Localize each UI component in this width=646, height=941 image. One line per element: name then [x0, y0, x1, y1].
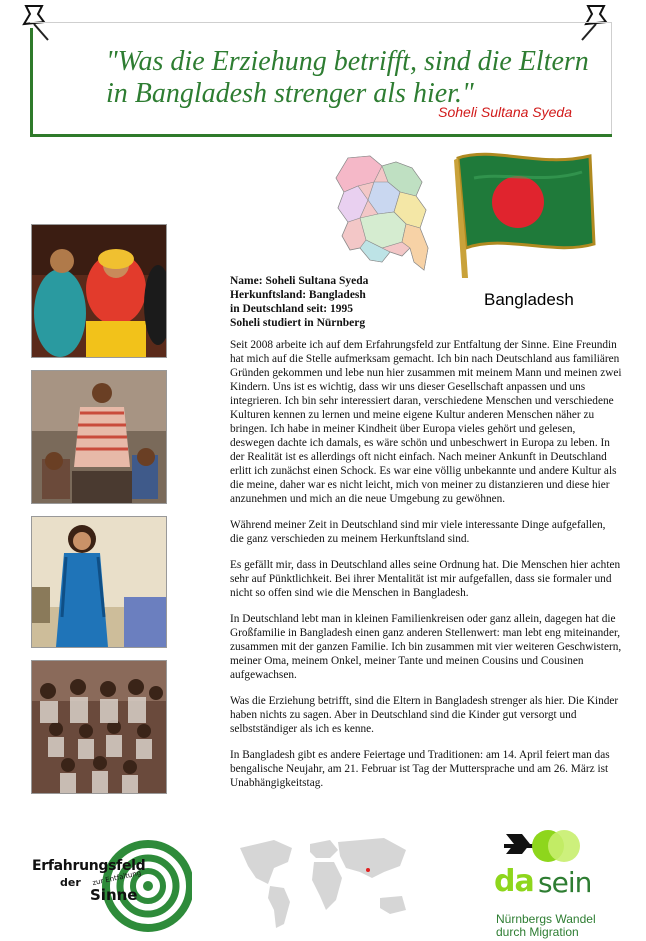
profile-origin: Herkunftsland: Bangladesh — [230, 289, 366, 301]
quote-author: Soheli Sultana Syeda — [438, 104, 572, 120]
paragraph: Während meiner Zeit in Deutschland sind mir viele interessante Dinge aufgefallen, die ganz verschieden zu meinem Herkunftsland sind. — [230, 519, 606, 545]
erfahrungsfeld-der: der — [60, 876, 81, 889]
erfahrungsfeld-logo — [30, 836, 192, 936]
profile-since: in Deutschland seit: 1995 — [230, 303, 353, 315]
dasein-subtitle: Nürnbergs Wandel — [496, 912, 596, 926]
dasein-subtitle: durch Migration — [496, 925, 579, 939]
body-text — [230, 338, 622, 802]
quote-box — [30, 22, 612, 137]
country-label: Bangladesh — [484, 290, 574, 309]
photo-extended-family — [31, 660, 167, 794]
dasein-sein: sein — [538, 866, 592, 899]
paragraph: Was die Erziehung betrifft, sind die Eltern in Bangladesh strenger als hier. Die Kinder haben nichts zu sagen. Aber in Deutschland sind die Kinder gut versorgt und selbstständiger als ich es kenne. — [230, 695, 619, 735]
profile-study: Soheli studiert in Nürnberg — [230, 317, 366, 329]
erfahrungsfeld-title: Erfahrungsfeld — [32, 858, 146, 874]
paragraph: In Bangladesh gibt es andere Feiertage und Traditionen: am 14. April feiert man das bengalische Neujahr, am 21. Februar ist Tag der Muttersprache und am 26. März ist Unabhängigkeitstag. — [230, 749, 610, 789]
paragraph: Seit 2008 arbeite ich auf dem Erfahrungsfeld zur Entfaltung der Sinne. Eine Freundin hat mich auf die Stelle aufmerksam gemacht. Ich bin nach Deutschland aus familiären Gründen gekommen und lebe nun hier zusammen mit meinem Mann und meinen zwei Kindern. Uns ist es wichtig, dass wir uns dieser Gesellschaft anpassen und uns integrieren. Ich bin sehr interessiert daran, verschiedene Menschen und verschiedene Kulturen kennen zu lernen und meine eigene Kultur anderen Menschen näher zu bringen. Ich habe in meiner Kindheit über Europa vieles gehört und gelesen, deswegen dachte ich damals, es wäre schön und unbeschwert in Europa zu leben. In der Realität ist es allerdings oft nicht einfach. Nach meiner Ankunft in Deutschland erlitt ich zunächst einen Schock. Es war eine völlig unbekannte und andere Kultur als die meine, daher war es nicht leicht, mich von meiner zu distanzieren und diese hier anzunehmen und mich an die neue Umgebung zu gewöhnen. — [230, 339, 622, 505]
world-map-icon — [234, 828, 414, 936]
paragraph: Es gefällt mir, dass in Deutschland alles seine Ordnung hat. Die Menschen hier achten sehr auf Pünktlichkeit. Bei ihrer Mentalität ist mir aufgefallen, dass sie formaler und nicht so offen sind wie die Menschen in Bangladesh. — [230, 559, 621, 599]
bangladesh-flag-icon — [444, 148, 602, 280]
erfahrungsfeld-small: zur Entfaltung — [91, 868, 142, 888]
dasein-da: da — [494, 864, 534, 899]
photo-wedding — [31, 224, 167, 358]
quote-line: in Bangladesh strenger als hier." — [106, 78, 474, 109]
erfahrungsfeld-sinne: Sinne — [90, 886, 138, 904]
dasein-logo — [494, 824, 624, 940]
quote-line: "Was die Erziehung betrifft, sind die Eltern — [106, 46, 589, 77]
bangladesh-map-icon — [330, 152, 434, 280]
paragraph: In Deutschland lebt man in kleinen Familienkreisen oder ganz allein, dagegen hat die Großfamilie in Bangladesh einen ganz anderen Stellenwert: man lebt eng miteinander, zusammen mit der ganzen Familie. Ich bin zusammen mit vier weiteren Geschwistern, meiner Oma, meinem Onkel, meiner Tante und meinen Cousins und Cousinen aufgewachsen. — [230, 613, 622, 681]
profile-info — [230, 274, 390, 330]
photo-family-kids — [31, 370, 167, 504]
profile-name: Name: Soheli Sultana Syeda — [230, 275, 369, 287]
photo-woman-blue-dress — [31, 516, 167, 648]
